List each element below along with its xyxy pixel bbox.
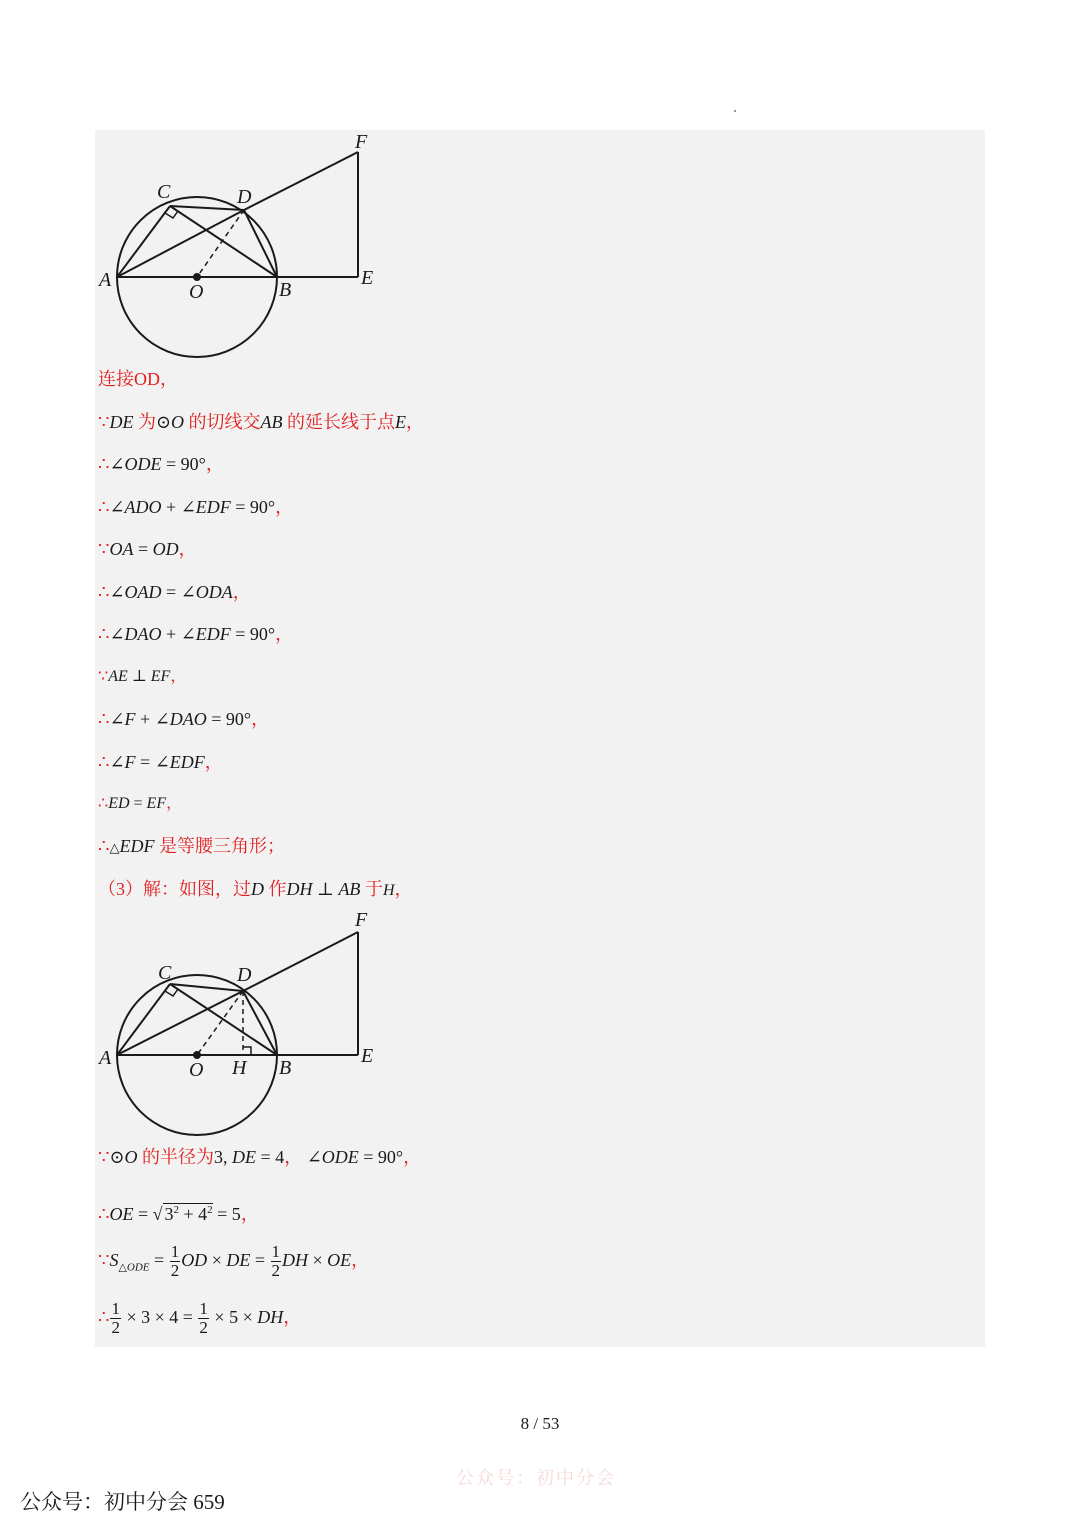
line-5: ∵OA = OD， bbox=[98, 539, 197, 559]
svg-text:O: O bbox=[189, 1059, 204, 1081]
svg-text:A: A bbox=[99, 269, 112, 291]
line-17: ∴ $\frac{1}{2}$ × 3 × 4 = $\frac{1}{2}$ × 5 × DH， bbox=[98, 1299, 302, 1338]
svg-text:E: E bbox=[361, 267, 374, 289]
line-10: ∴∠F = ∠EDF， bbox=[98, 752, 223, 772]
line-6: ∴∠OAD = ∠ODA， bbox=[98, 582, 251, 602]
line-14: ∵⊙O 的半径为3, DE = 4， ∠ODE = 90°， bbox=[98, 1147, 422, 1167]
svg-text:B: B bbox=[279, 1057, 292, 1079]
line-12: ∴△EDF 是等腰三角形； bbox=[98, 836, 285, 856]
svg-text:C: C bbox=[158, 962, 172, 984]
svg-text:H: H bbox=[232, 1057, 247, 1079]
line-16: $\because S_{\triangle ODE}$ = $\frac{1}{2}$ OD × DE = $\frac{1}{2}$ DH × OE， bbox=[98, 1242, 370, 1281]
svg-text:F: F bbox=[355, 131, 368, 153]
svg-text:D: D bbox=[237, 186, 252, 208]
geometry-figure-2 bbox=[95, 906, 395, 1141]
line-13: （3）解：如图，过D 作DH ⊥ AB 于H， bbox=[98, 879, 413, 899]
svg-text:D: D bbox=[237, 964, 252, 986]
line-4: ∴∠ADO + ∠EDF = 90°， bbox=[98, 497, 294, 517]
line-2: ∵DE 为⊙O 的切线交AB 的延长线于点E， bbox=[98, 412, 425, 432]
line-15: ∴OE = √ $3^2 + 4^2 = 5$， bbox=[98, 1204, 259, 1224]
svg-text:F: F bbox=[355, 909, 368, 931]
line-8: ∵AE ⊥ EF， bbox=[98, 668, 187, 685]
speck bbox=[734, 110, 736, 112]
page-number: 8 / 53 bbox=[520, 1414, 560, 1433]
svg-text:E: E bbox=[361, 1045, 374, 1067]
line-9: ∴∠F + ∠DAO = 90°， bbox=[98, 709, 270, 729]
svg-text:O: O bbox=[189, 281, 204, 303]
svg-text:B: B bbox=[279, 279, 292, 301]
svg-text:C: C bbox=[157, 181, 171, 203]
line-3: ∴∠ODE = 90°， bbox=[98, 454, 224, 474]
geometry-figure-1 bbox=[95, 128, 395, 363]
watermark: 公众号：初中分会 bbox=[456, 1468, 616, 1488]
line-7: ∴∠DAO + ∠EDF = 90°， bbox=[98, 624, 294, 644]
line-11: ∴ED = EF， bbox=[98, 795, 183, 812]
svg-text:A: A bbox=[99, 1047, 112, 1069]
footer-caption: 公众号：初中分会 659 bbox=[20, 1490, 225, 1514]
line-1: 连接OD， bbox=[98, 369, 178, 389]
